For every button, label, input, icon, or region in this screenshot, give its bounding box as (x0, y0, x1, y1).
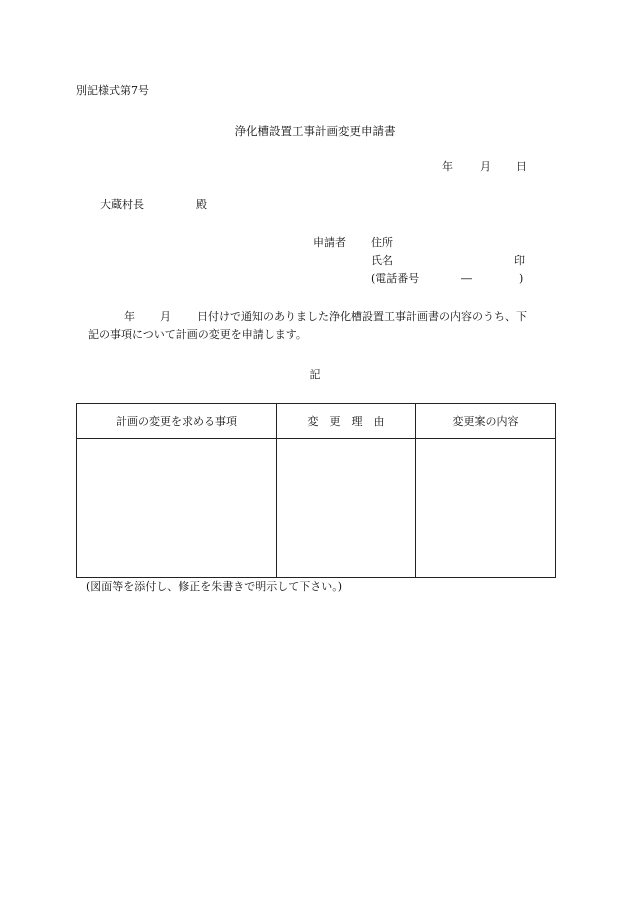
form-number: 別記様式第7号 (76, 84, 149, 97)
table-header-change-content: 変更案の内容 (416, 404, 556, 439)
date-year-label: 年 (442, 160, 453, 173)
change-items-cell[interactable] (77, 439, 277, 578)
body-year-label: 年 (124, 310, 135, 323)
address-label: 住所 (371, 236, 393, 249)
table-header-row (77, 404, 556, 439)
change-request-table (76, 403, 556, 578)
phone-number-label: (電話番号 (371, 272, 420, 285)
change-content-cell[interactable] (416, 439, 556, 578)
date-month-label: 月 (480, 160, 491, 173)
seal-mark: 印 (514, 254, 525, 267)
addressee-name: 大蔵村長 (100, 198, 144, 211)
body-text-line-2: 記の事項について計画の変更を申請します。 (88, 328, 307, 341)
phone-close-paren: ) (519, 272, 524, 285)
footnote: (図面等を添付し、修正を朱書きで明示して下さい。) (86, 580, 343, 593)
phone-dash: ― (461, 272, 472, 285)
document-title: 浄化槽設置工事計画変更申請書 (234, 124, 396, 138)
body-month-label: 月 (160, 310, 171, 323)
change-reason-cell[interactable] (277, 439, 416, 578)
applicant-label: 申請者 (313, 236, 346, 249)
body-text-line-1: 日付けで通知のありました浄化槽設置工事計画書の内容のうち、下 (197, 310, 527, 323)
addressee-honorific: 殿 (196, 198, 207, 211)
table-header-change-items: 計画の変更を求める事項 (77, 404, 277, 439)
table-header-change-reason: 変 更 理 由 (277, 404, 416, 439)
ki-heading: 記 (309, 368, 321, 381)
date-day-label: 日 (516, 160, 527, 173)
table-row (77, 439, 556, 578)
name-label: 氏名 (371, 254, 393, 267)
